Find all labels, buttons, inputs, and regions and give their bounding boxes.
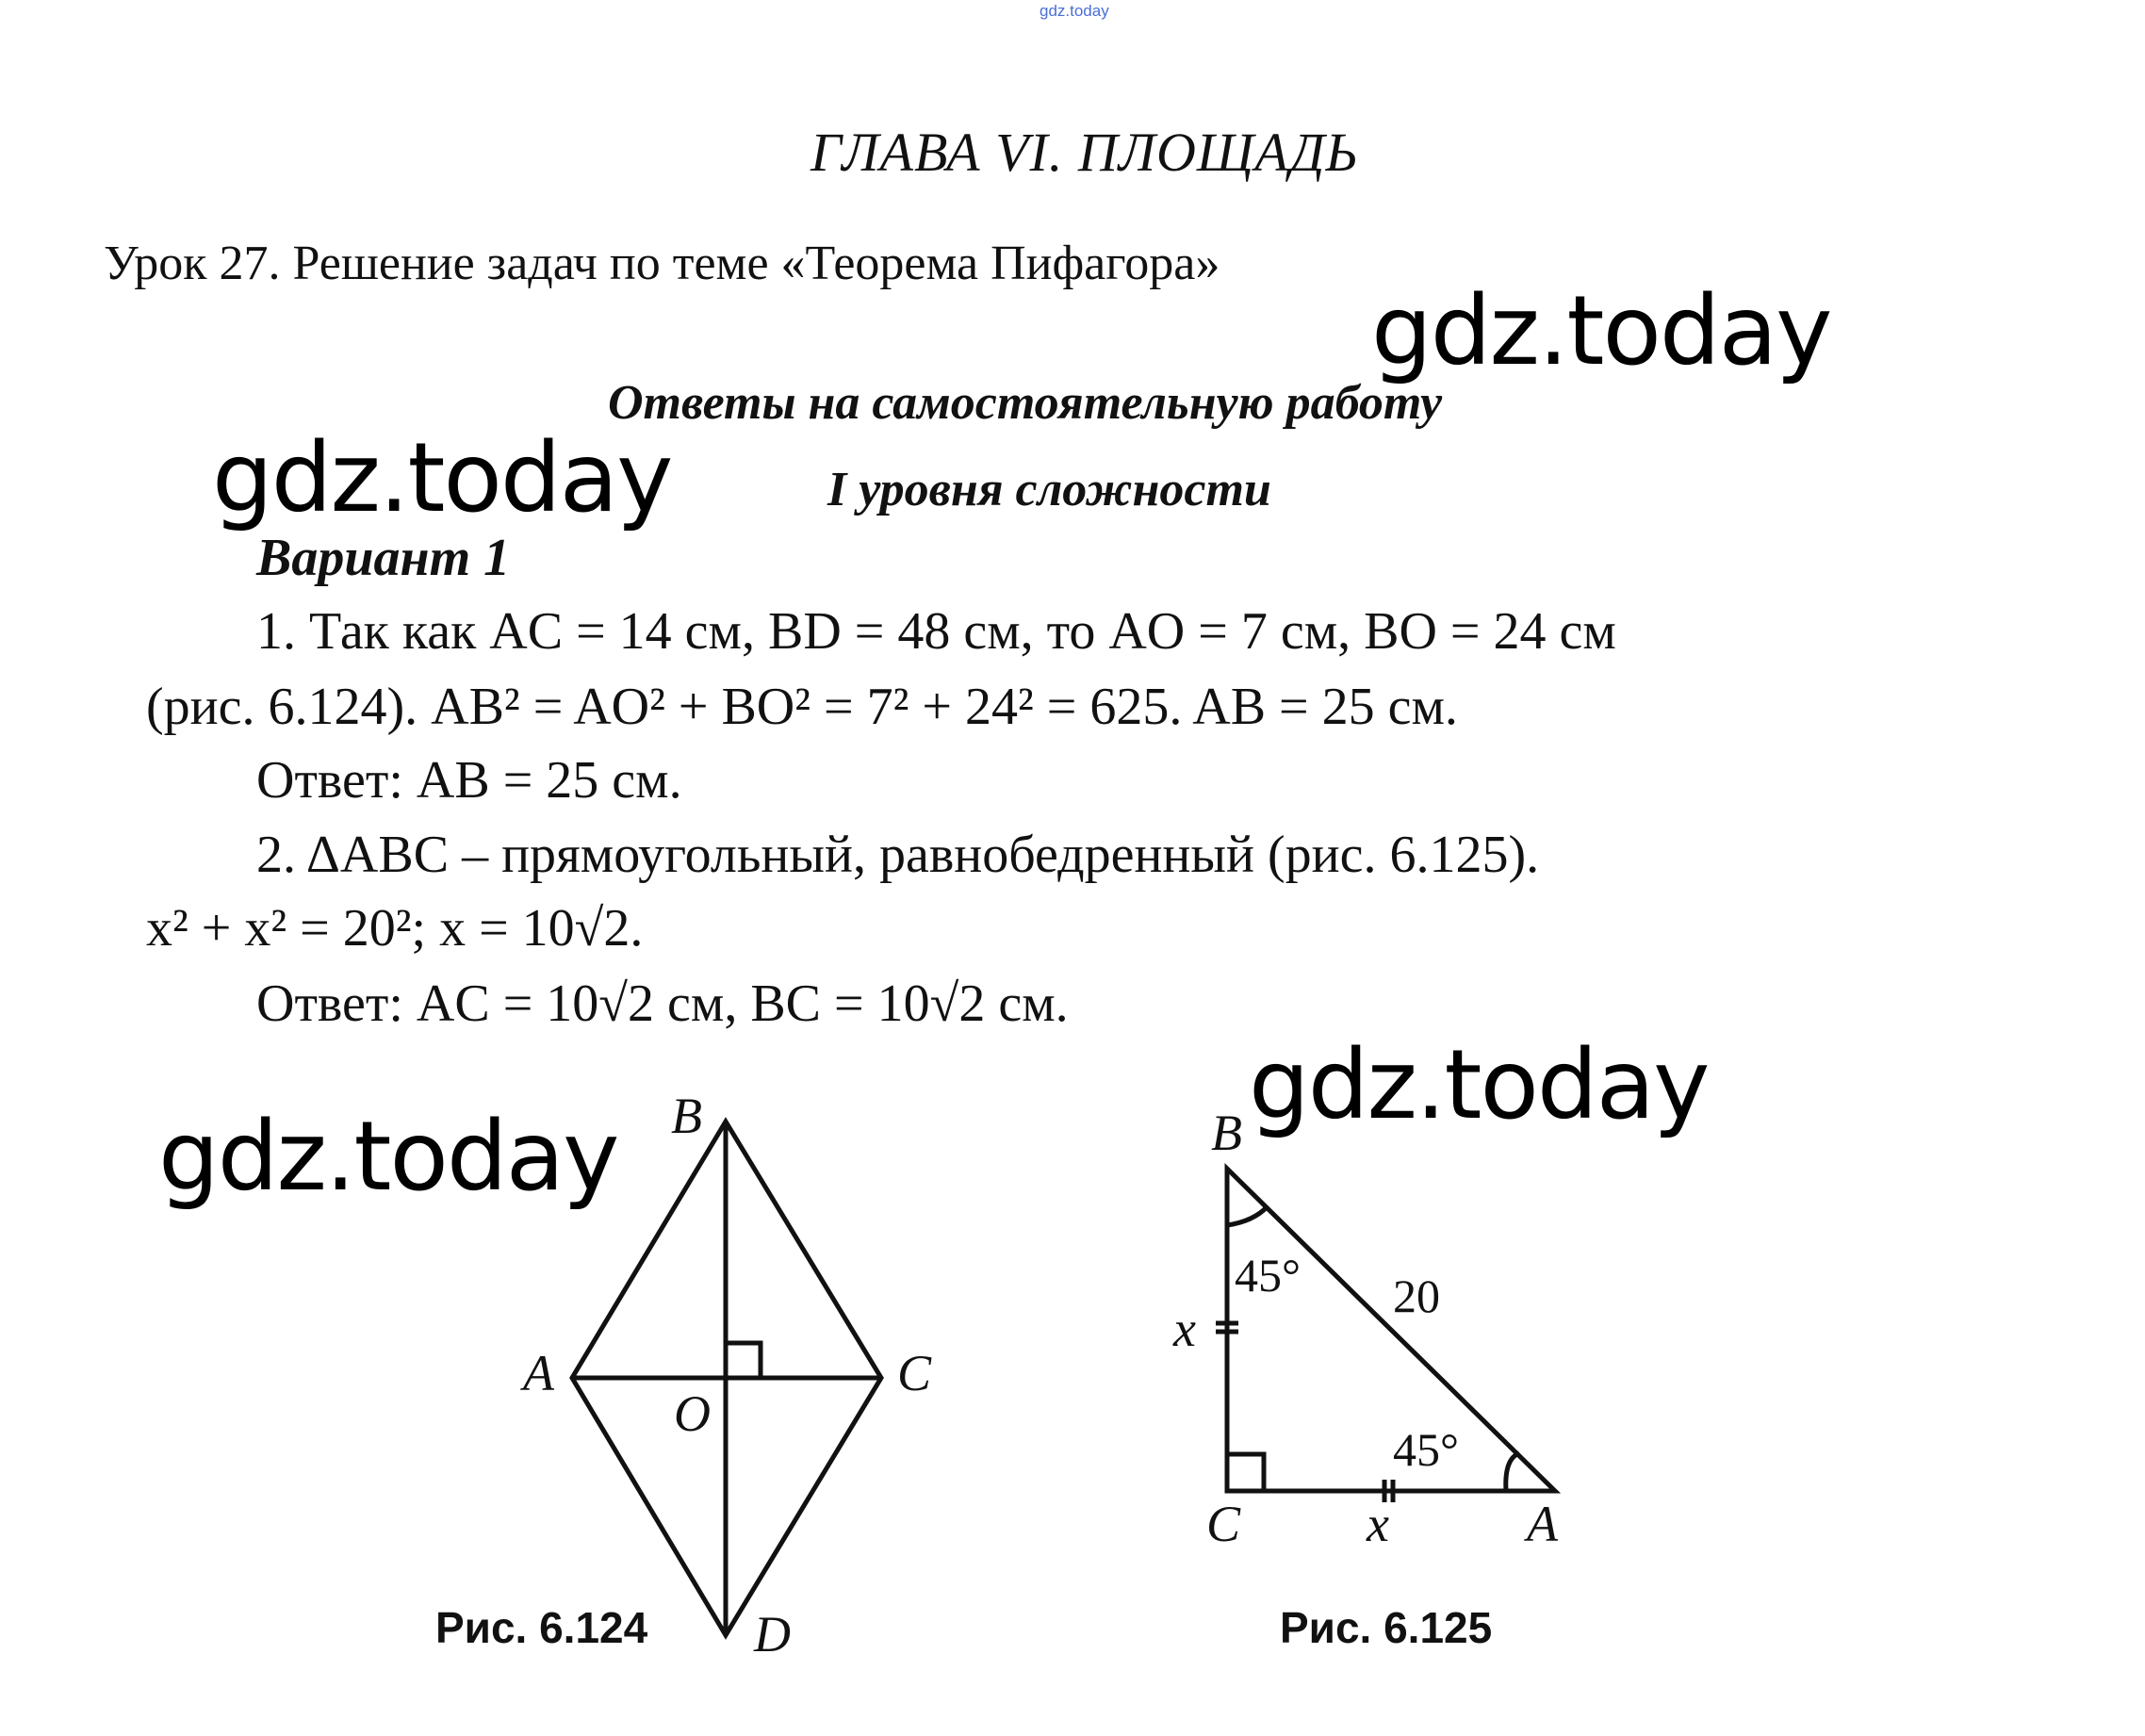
angle-label: 45° xyxy=(1235,1249,1301,1302)
angle-arc-b xyxy=(1227,1206,1268,1225)
site-link[interactable]: gdz.today xyxy=(1040,2,1109,20)
triangle-outline xyxy=(1227,1169,1555,1491)
lesson-title: Урок 27. Решение задач по теме «Теорема Пифагора» xyxy=(104,237,1220,290)
point-label-b: B xyxy=(671,1088,702,1144)
solution-line: (рис. 6.124). AB² = AO² + BO² = 7² + 24² = 625. AB = 25 см. xyxy=(146,678,1458,736)
right-angle-mark xyxy=(726,1343,761,1378)
point-label-a: A xyxy=(523,1345,554,1401)
point-label-d: D xyxy=(754,1606,791,1662)
right-angle-mark xyxy=(1227,1454,1264,1491)
point-label-b: B xyxy=(1211,1105,1242,1161)
watermark: gdz.today xyxy=(1371,275,1831,387)
angle-arc-a xyxy=(1506,1453,1519,1491)
solution-line: 2. ΔABC – прямоугольный, равнобедренный (рис. 6.125). xyxy=(256,826,1540,884)
level-heading: I уровня сложности xyxy=(827,463,1271,516)
rhombus-figure xyxy=(572,1122,881,1635)
answers-heading: Ответы на самостоятельную работу xyxy=(608,376,1443,430)
point-label-c: C xyxy=(1206,1496,1241,1552)
answer-line: Ответ: AC = 10√2 см, BC = 10√2 см. xyxy=(256,974,1069,1033)
chapter-title: ГЛАВА VI. ПЛОЩАДЬ xyxy=(811,122,1359,183)
triangle-figure xyxy=(1216,1169,1555,1502)
point-label-c: C xyxy=(897,1345,932,1401)
watermark: gdz.today xyxy=(158,1101,618,1213)
solution-line: x² + x² = 20²; x = 10√2. xyxy=(146,899,644,958)
solution-line: 1. Так как AC = 14 см, BD = 48 см, то AO = 7 см, BO = 24 см xyxy=(256,602,1616,661)
answer-line: Ответ: AB = 25 см. xyxy=(256,751,682,810)
side-label-x: x xyxy=(1173,1301,1196,1357)
watermark: gdz.today xyxy=(212,422,672,534)
figure-caption: Рис. 6.125 xyxy=(1280,1603,1493,1652)
angle-label: 45° xyxy=(1393,1423,1459,1476)
side-label-x: x xyxy=(1367,1496,1389,1552)
variant-title: Вариант 1 xyxy=(256,529,511,587)
point-label-a: A xyxy=(1527,1496,1558,1552)
figure-caption: Рис. 6.124 xyxy=(435,1603,648,1652)
point-label-o: O xyxy=(674,1385,711,1442)
hypotenuse-label: 20 xyxy=(1393,1269,1440,1322)
watermark: gdz.today xyxy=(1249,1029,1709,1141)
